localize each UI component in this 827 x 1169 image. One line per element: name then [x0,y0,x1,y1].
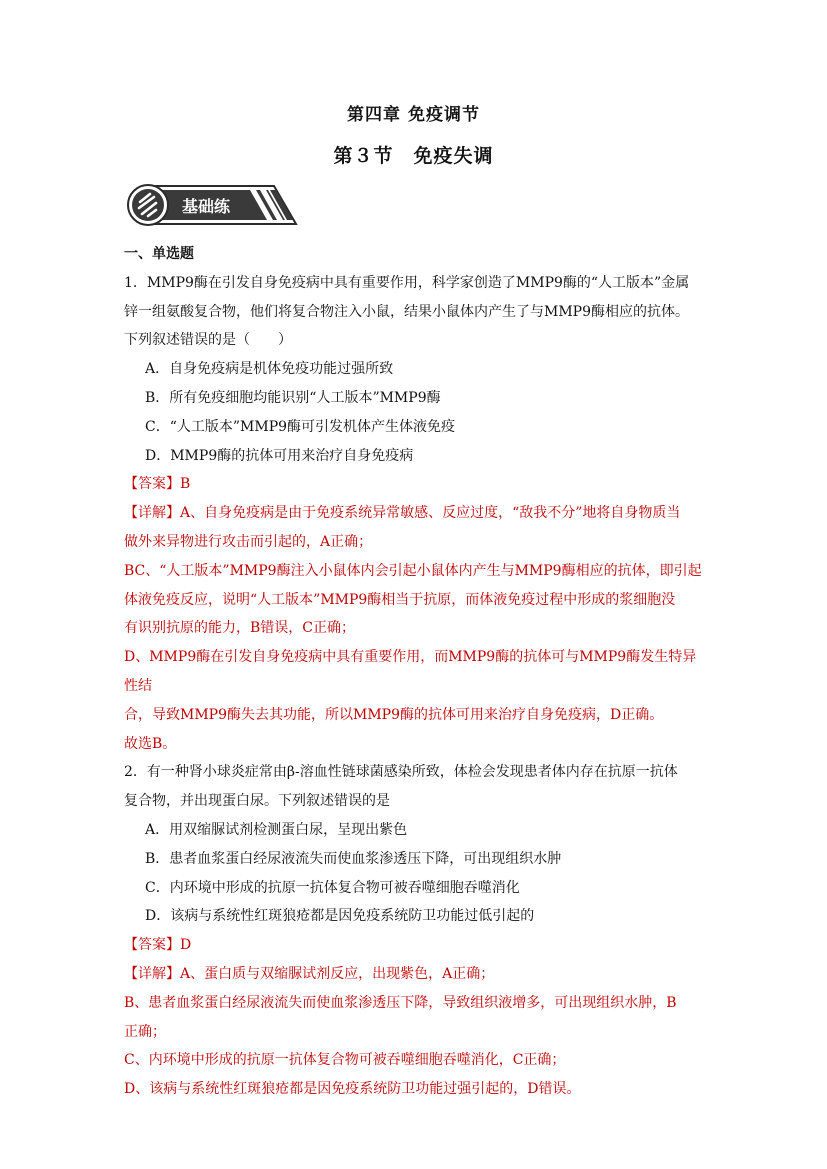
section-title: 第３节 免疫失调 [333,145,494,167]
option-b: B．患者血浆蛋白经尿液流失而使血浆渗透压下降，可出现组织水肿 [145,850,562,867]
explanation-line: 正确； [124,1023,166,1040]
conclusion-line: 故选B。 [124,735,177,752]
question-content [124,240,708,1104]
answer-line: 【答案】D [124,937,192,954]
question-stem-line: 锌一组氨酸复合物，他们将复合物注入小鼠，结果小鼠体内产生了与MMP9酶相应的抗体。 [124,303,689,320]
part-title: 一、单选题 [124,246,194,262]
option-c: C．“人工版本”MMP9酶可引发机体产生体液免疫 [145,418,456,435]
badge-banner-icon [126,183,302,227]
explanation-line: D、MMP9酶在引发自身免疫病中具有重要作用，而MMP9酶的抗体可与MMP9酶发生特异性结 [124,649,697,694]
option-b: B．所有免疫细胞均能识别“人工版本”MMP9酶 [145,389,441,406]
explanation-line: B、患者血浆蛋白经尿液流失而使血浆渗透压下降，导致组织液增多，可出现组织水肿，B [124,994,677,1011]
question-stem-line: 复合物，并出现蛋白尿。下列叙述错误的是 [124,793,390,810]
option-d: D．该病与系统性红斑狼疮都是因免疫系统防卫功能过低引起的 [145,908,535,925]
question-stem-line: 2．有一种肾小球炎症常由β-溶血性链球菌感染所致，体检会发现患者体内存在抗原一抗体 [124,764,678,781]
option-a: A．自身免疫病是机体免疫功能过强所致 [145,361,394,378]
exercise-badge [126,183,302,227]
option-d: D．MMP9酶的抗体可用来治疗自身免疫病 [145,447,414,464]
badge-label: 基础练 [182,197,231,216]
explanation-line: C、内环境中形成的抗原一抗体复合物可被吞噬细胞吞噬消化，C正确； [124,1052,566,1069]
question-stem-line: 1．MMP9酶在引发自身免疫病中具有重要作用，科学家创造了MMP9酶的“人工版本”金属 [124,274,690,291]
chapter-title: 第四章 免疫调节 [347,105,480,125]
explanation-line: 【详解】A、蛋白质与双缩脲试剂反应，出现紫色，A正确； [124,965,495,982]
explanation-line: 合，导致MMP9酶失去其功能，所以MMP9酶的抗体可用来治疗自身免疫病，D正确。 [124,706,664,723]
option-c: C．内环境中形成的抗原一抗体复合物可被吞噬细胞吞噬消化 [145,879,520,896]
explanation-line: BC、“人工版本”MMP9酶注入小鼠体内会引起小鼠体内产生与MMP9酶相应的抗体，即引起 [124,562,702,579]
answer-line: 【答案】B [124,476,191,493]
explanation-line: 【详解】A、自身免疫病是由于免疫系统异常敏感、反应过度，“敌我不分”地将自身物质当 [124,505,681,522]
explanation-line: 体液免疫反应，说明“人工版本”MMP9酶相当于抗原，而体液免疫过程中形成的浆细胞没 [124,591,676,608]
question-stem-line: 下列叙述错误的是（ ） [124,332,292,349]
explanation-line: 做外来异物进行攻击而引起的，A正确； [124,533,373,550]
explanation-line: 有识别抗原的能力，B错误，C正确； [124,620,355,637]
explanation-line: D、该病与系统性红斑狼疮都是因免疫系统防卫功能过强引起的，D错误。 [124,1081,581,1098]
option-a: A．用双缩脲试剂检测蛋白尿，呈现出紫色 [145,821,408,838]
